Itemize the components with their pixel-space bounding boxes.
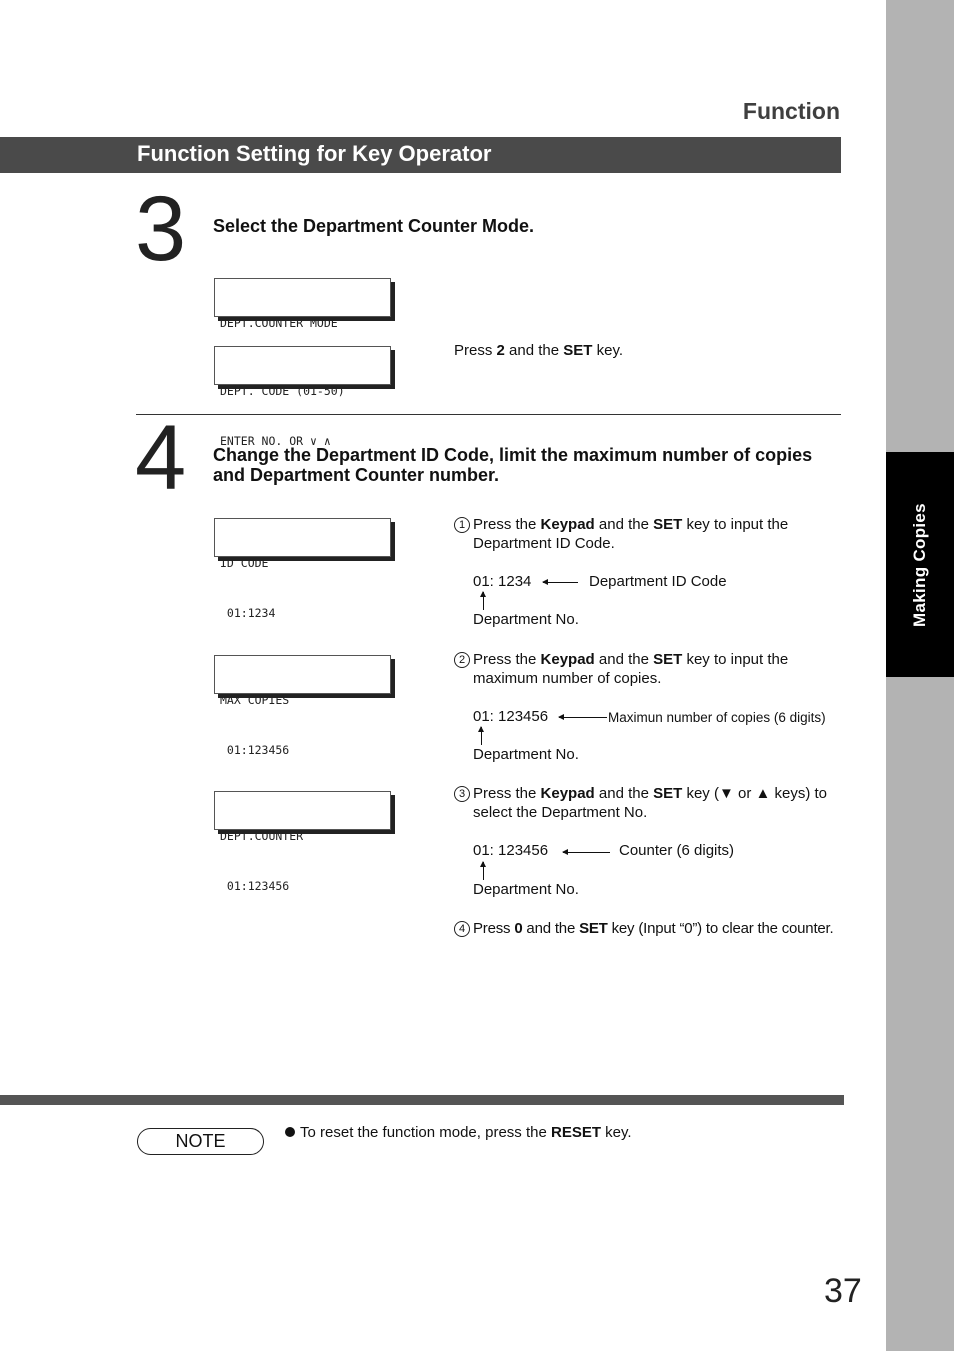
key-name: SET bbox=[653, 651, 683, 668]
bottom-rule bbox=[0, 1095, 844, 1105]
text-segment: key (Input “0”) to clear the counter. bbox=[607, 920, 834, 937]
circled-number-1: 1 bbox=[454, 517, 470, 533]
lcd-display-max-copies bbox=[214, 655, 391, 757]
lcd-line: 01:123456 bbox=[220, 878, 290, 893]
lcd-line: ID CODE bbox=[220, 556, 269, 570]
sub-step-1-text bbox=[454, 516, 854, 553]
lcd-line: ENTER NO. OR ∨ ∧ bbox=[220, 433, 331, 448]
text-segment: key (▼ or ▲ keys) to bbox=[682, 785, 828, 802]
lcd-line: DEPT.COUNTER bbox=[220, 829, 304, 843]
arrow-up-icon bbox=[481, 727, 482, 745]
lcd-line: DEPT. CODE (01-50) bbox=[220, 384, 345, 398]
step-number-3: 3 bbox=[135, 178, 187, 280]
lcd-line: 01:123456 bbox=[220, 742, 290, 757]
circled-number-3: 3 bbox=[454, 786, 470, 802]
section-title: Function bbox=[742, 98, 840, 124]
key-name: 0 bbox=[514, 920, 523, 937]
key-name: 2 bbox=[496, 342, 505, 359]
text-segment: Press the bbox=[473, 651, 541, 668]
bullet-icon bbox=[285, 1127, 295, 1137]
text-line: maximum number of copies. bbox=[473, 669, 662, 687]
lcd-display-dept-counter bbox=[214, 791, 391, 893]
note-label: NOTE bbox=[137, 1128, 264, 1155]
example-below: Department No. bbox=[473, 746, 579, 763]
text-segment: and the bbox=[594, 651, 654, 668]
example-value: 01: 123456 bbox=[473, 708, 549, 725]
heading-line: and Department Counter number. bbox=[213, 465, 500, 485]
key-name: SET bbox=[563, 342, 593, 359]
example-label: Maximun number of copies (6 digits) bbox=[608, 710, 826, 725]
text-line: Department ID Code. bbox=[473, 534, 615, 552]
text-line: select the Department No. bbox=[473, 803, 648, 821]
text-segment: Press the bbox=[473, 516, 541, 533]
lcd-display-dept-code bbox=[214, 346, 391, 448]
arrow-up-icon bbox=[483, 592, 484, 610]
sub-step-3-text bbox=[454, 785, 854, 822]
page-number: 37 bbox=[824, 1272, 862, 1310]
arrow-left-icon bbox=[563, 852, 610, 853]
title-bar bbox=[0, 137, 841, 173]
key-name: SET bbox=[653, 516, 683, 533]
key-name: RESET bbox=[550, 1124, 601, 1141]
text-segment: and the bbox=[504, 342, 564, 359]
text-segment: key. bbox=[592, 342, 624, 359]
side-tab bbox=[886, 452, 954, 677]
key-name: Keypad bbox=[540, 516, 595, 533]
page-title: Function Setting for Key Operator bbox=[137, 141, 492, 166]
text-segment: and the bbox=[522, 920, 580, 937]
arrow-up-icon bbox=[483, 862, 484, 880]
lcd-line: MAX COPIES bbox=[220, 693, 290, 707]
key-name: Keypad bbox=[540, 785, 595, 802]
sub-step-4-text bbox=[454, 920, 874, 939]
text-segment: key to input the bbox=[682, 651, 789, 668]
text-segment: and the bbox=[594, 785, 654, 802]
lcd-display-id-code bbox=[214, 518, 391, 620]
example-value: 01: 1234 bbox=[473, 573, 532, 590]
side-tab-label: Making Copies bbox=[910, 502, 929, 627]
lcd-line: DEPT.COUNTER MODE bbox=[220, 316, 338, 330]
example-below: Department No. bbox=[473, 611, 579, 628]
text-segment: Press the bbox=[473, 785, 541, 802]
arrow-left-icon bbox=[543, 582, 578, 583]
lcd-display-dept-counter-mode bbox=[214, 278, 391, 330]
step-number-4: 4 bbox=[135, 407, 187, 509]
step-4-heading bbox=[213, 445, 873, 485]
step-3-instruction bbox=[454, 342, 623, 361]
key-name: SET bbox=[653, 785, 683, 802]
example-value: 01: 123456 bbox=[473, 842, 549, 859]
example-label: Department ID Code bbox=[589, 573, 727, 590]
text-segment: key. bbox=[601, 1124, 632, 1141]
text-segment: Press bbox=[454, 342, 497, 359]
circled-number-4: 4 bbox=[454, 921, 470, 937]
note-text bbox=[285, 1124, 632, 1143]
circled-number-2: 2 bbox=[454, 652, 470, 668]
lcd-line: 01:1234 bbox=[220, 605, 276, 620]
text-segment: Press bbox=[473, 920, 515, 937]
heading-line: Change the Department ID Code, limit the maximum number of copies bbox=[213, 445, 813, 465]
step-3-heading: Select the Department Counter Mode. bbox=[213, 216, 535, 236]
sub-step-2-text bbox=[454, 651, 854, 688]
step-divider bbox=[136, 414, 841, 415]
key-name: SET bbox=[579, 920, 608, 937]
example-below: Department No. bbox=[473, 881, 579, 898]
key-name: Keypad bbox=[540, 651, 595, 668]
text-segment: and the bbox=[594, 516, 654, 533]
example-label: Counter (6 digits) bbox=[619, 842, 735, 859]
text-segment: To reset the function mode, press the bbox=[300, 1124, 551, 1141]
arrow-left-icon bbox=[559, 717, 607, 718]
text-segment: key to input the bbox=[682, 516, 789, 533]
